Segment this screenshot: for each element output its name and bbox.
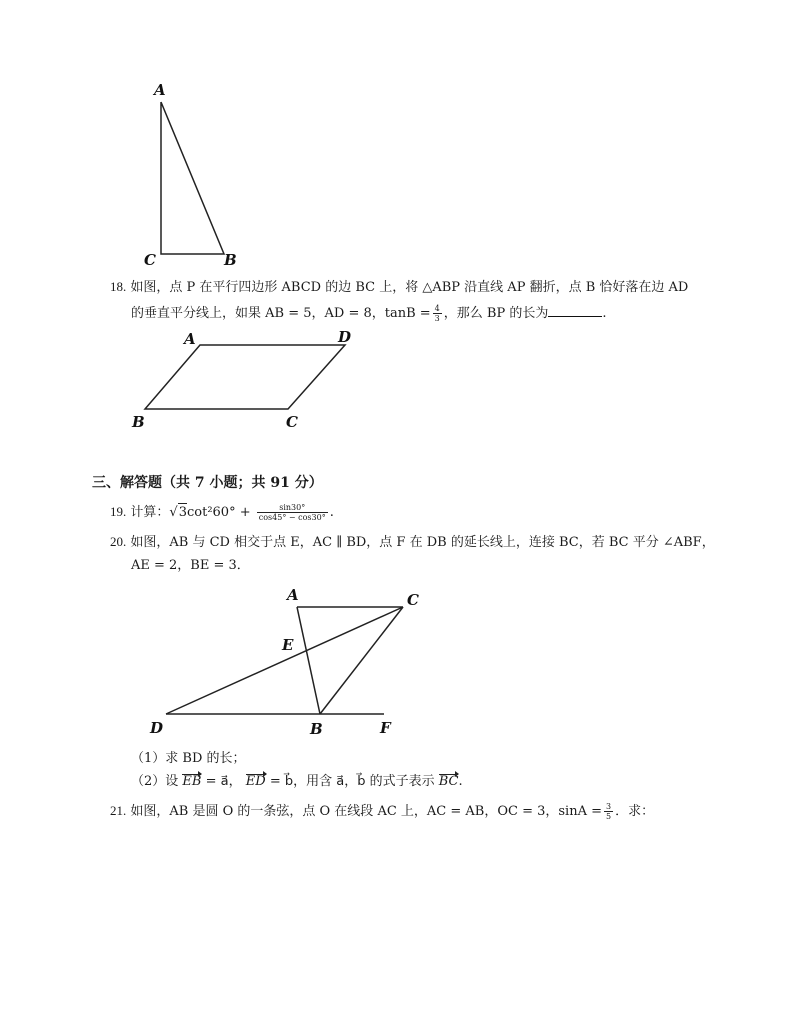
- vertex-label-a: A: [154, 81, 166, 99]
- vertex-label-e: E: [282, 636, 294, 654]
- question-text: 如图，AB 与 CD 相交于点 E，AC ∥ BD，点 F 在 DB 的延长线上，连接 BC，若 BC 平分 ∠ABF，: [130, 535, 715, 550]
- question-text: .: [329, 505, 334, 520]
- vertex-label-a: A: [184, 330, 196, 348]
- vertex-label-d: D: [338, 328, 352, 346]
- fraction-numerator: 3: [606, 802, 612, 811]
- question-text: （2）设: [131, 774, 179, 789]
- question-text: （1）求 BD 的长；: [131, 751, 246, 766]
- question-21: [110, 802, 654, 821]
- vector-bc: BC: [438, 774, 459, 789]
- fraction: [604, 802, 613, 821]
- question-text: 如图，AB 是圆 O 的一条弦，点 O 在线段 AC 上，AC = AB，OC = 3，sinA =: [130, 804, 602, 819]
- triangle-outline: [161, 102, 224, 254]
- vertex-label-c: C: [144, 251, 156, 269]
- vertex-label-c: C: [286, 413, 298, 431]
- segment-cb: [320, 607, 403, 714]
- answer-blank[interactable]: [548, 304, 602, 317]
- question-text: 如图，点 P 在平行四边形 ABCD 的边 BC 上，将 △ABP 沿直线 AP 翻折，点 B 恰好落在边 AD: [130, 280, 689, 295]
- vertex-label-a: A: [287, 586, 299, 604]
- fraction: [433, 304, 442, 323]
- question-19: 19. 计算：√3cot²60° + $\frac{\sin 30^\circ}{\cos 45^\circ - \cos 30^\circ}$ .: [110, 503, 334, 522]
- question-number: 19.: [110, 504, 127, 519]
- section-heading: 三、解答题（共 7 小题；共 91 分）: [92, 475, 323, 491]
- sqrt-radicand: 3: [178, 505, 187, 520]
- vertex-label-f: F: [380, 719, 391, 737]
- segment-ab: [297, 607, 320, 714]
- question-number: 21.: [110, 803, 127, 818]
- vertex-label-d: D: [150, 719, 164, 737]
- question-text: AE = 2，BE = 3．: [131, 558, 250, 573]
- question-20-line-2: [131, 557, 250, 575]
- fraction: [257, 503, 328, 522]
- fraction-denominator: 5: [606, 812, 612, 821]
- question-20-part-2: [131, 773, 463, 791]
- question-text: ．求：: [615, 804, 655, 819]
- vertex-label-b: B: [310, 720, 323, 738]
- question-text: 计算：: [130, 505, 170, 520]
- vertex-label-b: B: [132, 413, 145, 431]
- question-number: 18.: [110, 279, 127, 294]
- question-number: 20.: [110, 534, 127, 549]
- question-text: 的垂直平分线上，如果 AB = 5，AD = 8，tanB =: [131, 306, 431, 321]
- question-text: .: [602, 306, 607, 321]
- vector-ed: ED: [245, 774, 266, 789]
- vector-eb: EB: [182, 774, 202, 789]
- fraction-denominator: 3: [434, 314, 440, 323]
- question-text: .: [458, 774, 463, 789]
- question-text: = b⃗，用含 a⃗，b⃗ 的式子表示: [269, 774, 435, 789]
- question-20-line-1: [110, 533, 715, 552]
- question-text: = a⃗，: [205, 774, 242, 789]
- fraction-numerator: sin30°: [257, 503, 328, 513]
- question-text: ，那么 BP 的长为: [443, 306, 549, 321]
- vertex-label-b: B: [224, 251, 237, 269]
- fraction-denominator: cos45° − cos30°: [258, 513, 326, 522]
- question-18-line-2: [131, 304, 606, 323]
- question-20-part-1: [131, 750, 246, 768]
- math-expression: cot²60° +: [186, 505, 251, 520]
- fraction-numerator: 4: [434, 304, 440, 313]
- parallelogram-outline: [145, 345, 345, 409]
- vertex-label-c: C: [407, 591, 419, 609]
- segment-cd: [166, 607, 403, 714]
- question-18-line-1: [110, 278, 688, 297]
